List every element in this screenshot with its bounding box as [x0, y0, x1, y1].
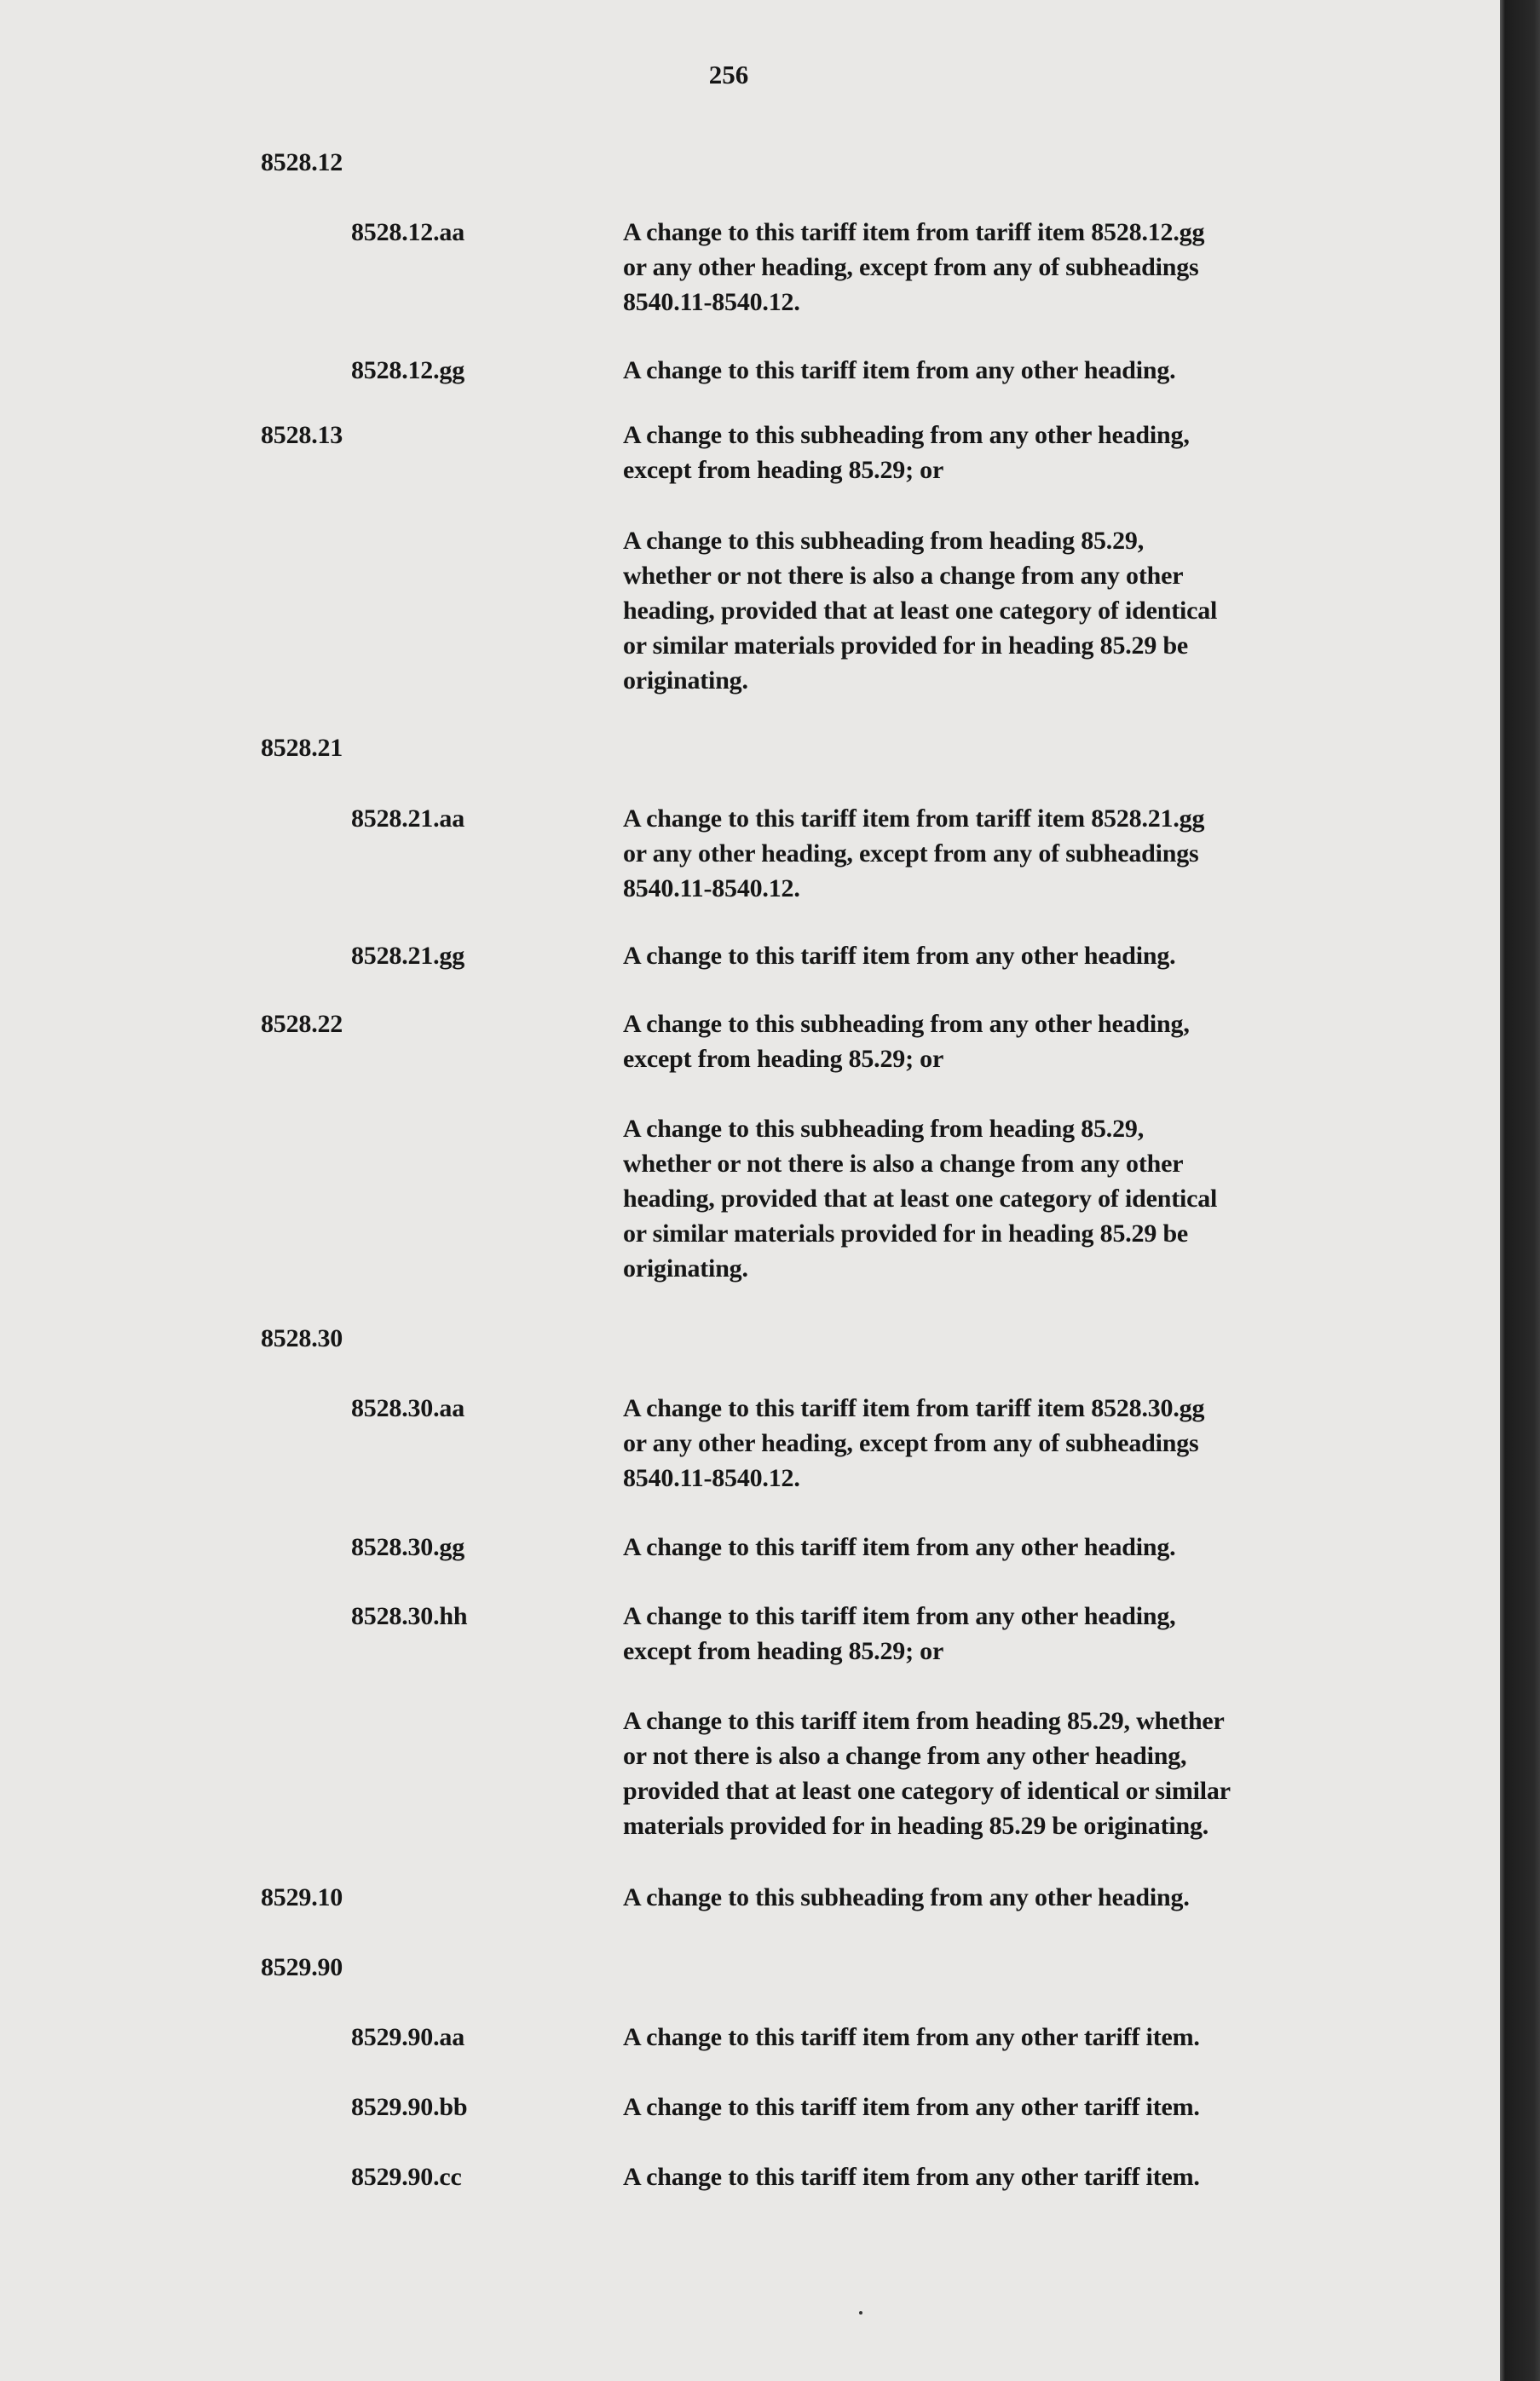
scan-speck: [859, 2311, 862, 2315]
rule-text: [623, 1006, 1288, 1076]
rule-line: except from heading 85.29; or: [623, 456, 944, 484]
subheading-code: 8528.12: [261, 148, 343, 176]
tariff-item-code: 8529.90.cc: [351, 2163, 462, 2191]
tariff-item-code: 8528.21.gg: [351, 942, 465, 970]
rule-line: originating.: [623, 1254, 748, 1283]
rule-line: A change to this tariff item from any other tariff item.: [623, 2023, 1200, 2051]
rule-line: A change to this tariff item from tariff item 8528.21.gg: [623, 804, 1205, 833]
rule-line: A change to this subheading from any other heading.: [623, 1883, 1190, 1911]
rule-line: A change to this tariff item from heading 85.29, whether: [623, 1707, 1225, 1735]
tariff-item-code: 8529.90.bb: [351, 2093, 468, 2121]
tariff-item-code: 8528.30.hh: [351, 1602, 468, 1630]
rule-text: [623, 418, 1288, 487]
rule-text: [623, 1880, 1288, 1915]
rule-line: A change to this tariff item from any other tariff item.: [623, 2163, 1200, 2191]
rule-line: originating.: [623, 666, 748, 695]
rule-line: materials provided for in heading 85.29 be originating.: [623, 1812, 1209, 1840]
page-number: 256: [708, 60, 749, 89]
rule-text: [623, 1530, 1288, 1565]
rule-line: whether or not there is also a change from any other: [623, 562, 1184, 590]
rule-line: or not there is also a change from any other heading,: [623, 1742, 1187, 1770]
rule-line: A change to this tariff item from any other heading.: [623, 356, 1176, 384]
subheading-code: 8528.22: [261, 1010, 343, 1038]
rule-text: [623, 1704, 1288, 1843]
rule-text: [623, 215, 1288, 320]
rule-line: or any other heading, except from any of subheadings: [623, 253, 1199, 281]
rule-line: A change to this tariff item from any other tariff item.: [623, 2093, 1200, 2121]
page-edge-shadow: [1500, 0, 1540, 2381]
rule-line: heading, provided that at least one category of identical: [623, 1185, 1218, 1213]
rule-text: [623, 353, 1288, 388]
rule-text: [623, 801, 1288, 906]
subheading-code: 8529.10: [261, 1883, 343, 1911]
rule-line: provided that at least one category of identical or similar: [623, 1777, 1231, 1805]
rule-text: [623, 1599, 1288, 1669]
rule-line: A change to this tariff item from tariff item 8528.30.gg: [623, 1394, 1205, 1422]
rule-line: whether or not there is also a change from any other: [623, 1150, 1184, 1178]
rule-line: 8540.11-8540.12.: [623, 874, 800, 902]
rule-line: A change to this subheading from heading 85.29,: [623, 527, 1144, 555]
tariff-item-code: 8528.21.aa: [351, 804, 465, 833]
rule-text: [623, 2090, 1288, 2124]
tariff-item-code: 8528.12.gg: [351, 356, 465, 384]
rule-line: A change to this subheading from any other heading,: [623, 1010, 1190, 1038]
rule-line: 8540.11-8540.12.: [623, 288, 800, 316]
rule-line: A change to this tariff item from tariff item 8528.12.gg: [623, 218, 1205, 246]
rule-text: [623, 523, 1288, 698]
rule-line: except from heading 85.29; or: [623, 1637, 944, 1665]
rule-line: 8540.11-8540.12.: [623, 1464, 800, 1492]
rule-line: A change to this tariff item from any other heading.: [623, 1533, 1176, 1561]
rule-line: or any other heading, except from any of subheadings: [623, 1429, 1199, 1457]
rule-line: A change to this subheading from any other heading,: [623, 421, 1190, 449]
rule-line: or any other heading, except from any of subheadings: [623, 839, 1199, 868]
rule-line: A change to this tariff item from any other heading,: [623, 1602, 1176, 1630]
rule-text: [623, 938, 1288, 973]
subheading-code: 8528.30: [261, 1324, 343, 1352]
rule-line: A change to this tariff item from any other heading.: [623, 942, 1176, 970]
tariff-item-code: 8529.90.aa: [351, 2023, 465, 2051]
rule-text: [623, 2159, 1288, 2194]
tariff-item-code: 8528.12.aa: [351, 218, 465, 246]
rule-line: or similar materials provided for in heading 85.29 be: [623, 631, 1189, 660]
rule-line: A change to this subheading from heading 85.29,: [623, 1115, 1144, 1143]
subheading-code: 8528.13: [261, 421, 343, 449]
tariff-item-code: 8528.30.gg: [351, 1533, 465, 1561]
rule-line: except from heading 85.29; or: [623, 1045, 944, 1073]
subheading-code: 8528.21: [261, 734, 343, 762]
rule-line: heading, provided that at least one category of identical: [623, 597, 1218, 625]
subheading-code: 8529.90: [261, 1953, 343, 1981]
rule-line: or similar materials provided for in heading 85.29 be: [623, 1219, 1189, 1248]
tariff-item-code: 8528.30.aa: [351, 1394, 465, 1422]
rule-text: [623, 1391, 1288, 1496]
rule-text: [623, 1111, 1288, 1286]
rule-text: [623, 2020, 1288, 2055]
